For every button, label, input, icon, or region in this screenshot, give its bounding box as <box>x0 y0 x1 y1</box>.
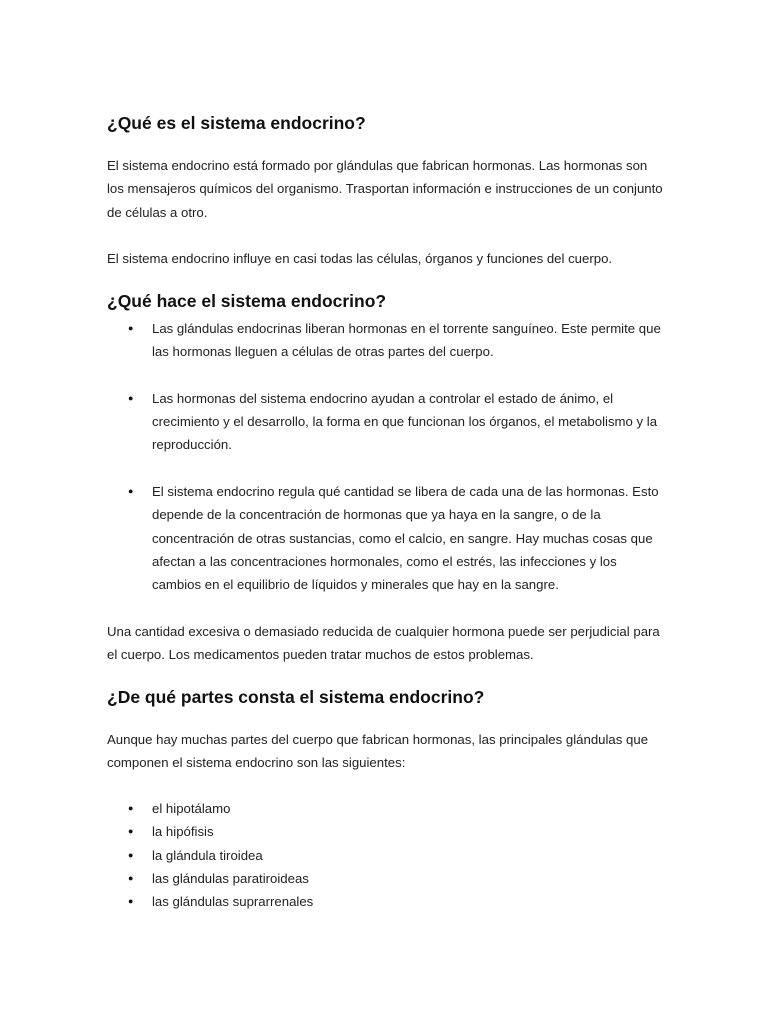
bullet-icon: ● <box>128 392 134 403</box>
list-item <box>107 317 667 364</box>
list-item <box>107 387 667 457</box>
list-item-text: El sistema endocrino regula qué cantidad se libera de cada una de las hormonas. Esto depende de la concentración de hormonas que ya haya en la sangre, o de la concentración de otras sustancias, como el calcio, en sangre. Hay muchas cosas que afectan a las concentraciones hormonales, como el estrés, las infecciones y los cambios en el equilibrio de líquidos y minerales que hay en la sangre. <box>152 484 659 593</box>
section-heading-what-is: ¿Qué es el sistema endocrino? <box>107 113 366 133</box>
bullet-icon: ● <box>128 849 134 860</box>
paragraph-definition: El sistema endocrino está formado por glándulas que fabrican hormonas. Las hormonas son los mensajeros químicos del organismo. Trasportan información e instrucciones de un conjunto de células a otro. <box>107 158 663 220</box>
section-heading-what-does: ¿Qué hace el sistema endocrino? <box>107 291 387 311</box>
bullet-icon: ● <box>128 896 134 907</box>
bullet-icon: ● <box>128 872 134 883</box>
functions-list <box>107 317 667 620</box>
bullet-icon: ● <box>128 486 134 497</box>
paragraph-closing: Una cantidad excesiva o demasiado reducida de cualquier hormona puede ser perjudicial para el cuerpo. Los medicamentos pueden tratar muchos de estos problemas. <box>107 624 660 663</box>
paragraph-influence: El sistema endocrino influye en casi todas las células, órganos y funciones del cuerpo. <box>107 251 613 266</box>
section-heading-parts: ¿De qué partes consta el sistema endocrino? <box>107 687 485 707</box>
list-item-text: Las glándulas endocrinas liberan hormonas en el torrente sanguíneo. Este permite que las hormonas lleguen a células de otras partes del cuerpo. <box>152 321 661 360</box>
bullet-icon: ● <box>128 826 134 837</box>
bullet-icon: ● <box>128 323 134 333</box>
list-item-text: las glándulas suprarrenales <box>152 894 314 910</box>
list-item-text: la glándula tiroidea <box>152 847 263 863</box>
glands-list <box>107 797 667 913</box>
list-item-text: el hipotálamo <box>152 801 231 816</box>
list-item-text: Las hormonas del sistema endocrino ayudan a controlar el estado de ánimo, el crecimiento y el desarrollo, la forma en que funcionan los órganos, el metabolismo y la reproducción. <box>152 390 658 453</box>
list-item <box>107 844 667 867</box>
list-item <box>107 867 667 890</box>
list-item <box>107 480 667 596</box>
list-item-text: las glándulas paratiroideas <box>152 870 309 886</box>
bullet-icon: ● <box>128 803 134 813</box>
list-item <box>107 890 667 913</box>
list-item-text: la hipófisis <box>152 824 214 840</box>
list-item <box>107 820 667 843</box>
list-item <box>107 797 667 820</box>
paragraph-parts-intro: Aunque hay muchas partes del cuerpo que fabrican hormonas, las principales glándulas que componen el sistema endocrino son las siguientes: <box>107 732 649 771</box>
